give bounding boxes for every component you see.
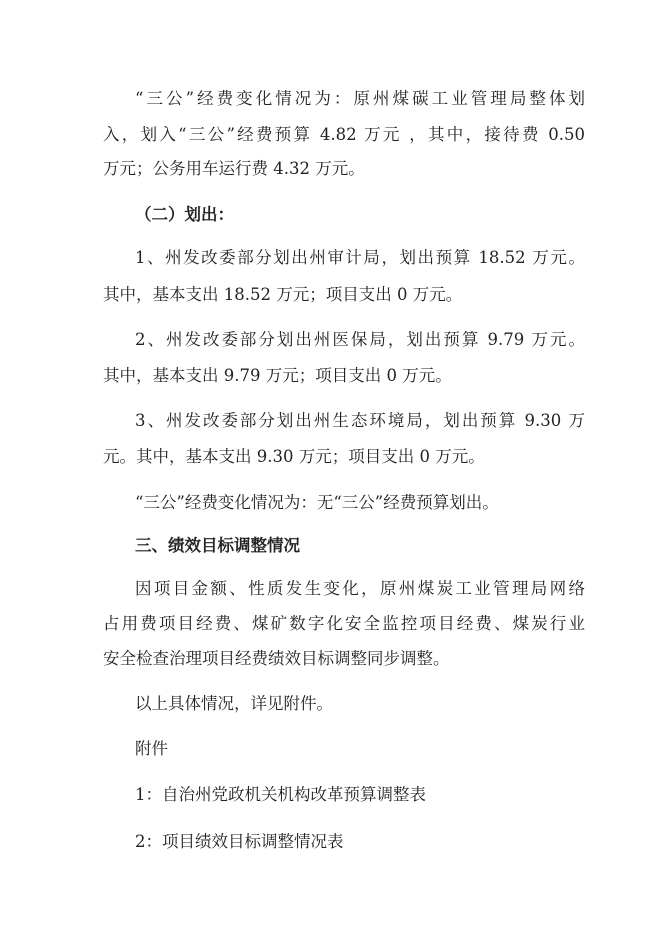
paragraph-line: 万元；公务用车运行费 4.32 万元。: [103, 159, 365, 178]
paragraph-line: 因项目金额、性质发生变化，原州煤炭工业管理局网络: [135, 579, 585, 598]
paragraph-line: 以上具体情况，详见附件。: [135, 694, 333, 713]
paragraph-line: 占用费项目经费、煤矿数字化安全监控项目经费、煤炭行业: [103, 614, 585, 633]
item-line: 元。其中，基本支出 9.30 万元；项目支出 0 万元。: [103, 447, 485, 466]
item-line: 2、州发改委部分划出州医保局，划出预算 9.79 万元。: [135, 330, 585, 349]
section-heading-out: （二）划出：: [135, 205, 234, 224]
paragraph-line: “三公”经费变化情况为：原州煤碳工业管理局整体划: [135, 89, 585, 108]
item-line: 其中，基本支出 9.79 万元；项目支出 0 万元。: [103, 366, 452, 385]
attachment-label: 附件: [135, 739, 168, 758]
item-line: 其中，基本支出 18.52 万元；项目支出 0 万元。: [103, 285, 463, 304]
attachment-item: 1：自治州党政机关机构改革预算调整表: [135, 785, 426, 804]
paragraph-line: “三公”经费变化情况为：无“三公”经费预算划出。: [135, 493, 499, 512]
section-heading-3: 三、绩效目标调整情况: [135, 536, 300, 555]
attachment-item: 2：项目绩效目标调整情况表: [135, 832, 344, 851]
item-line: 1、州发改委部分划出州审计局，划出预算 18.52 万元。: [135, 248, 585, 267]
paragraph-line: 入，划入“三公”经费预算 4.82 万元 ，其中，接待费 0.50: [103, 125, 585, 144]
item-line: 3、州发改委部分划出州生态环境局，划出预算 9.30 万: [135, 411, 585, 430]
paragraph-line: 安全检查治理项目经费绩效目标调整同步调整。: [103, 649, 450, 668]
